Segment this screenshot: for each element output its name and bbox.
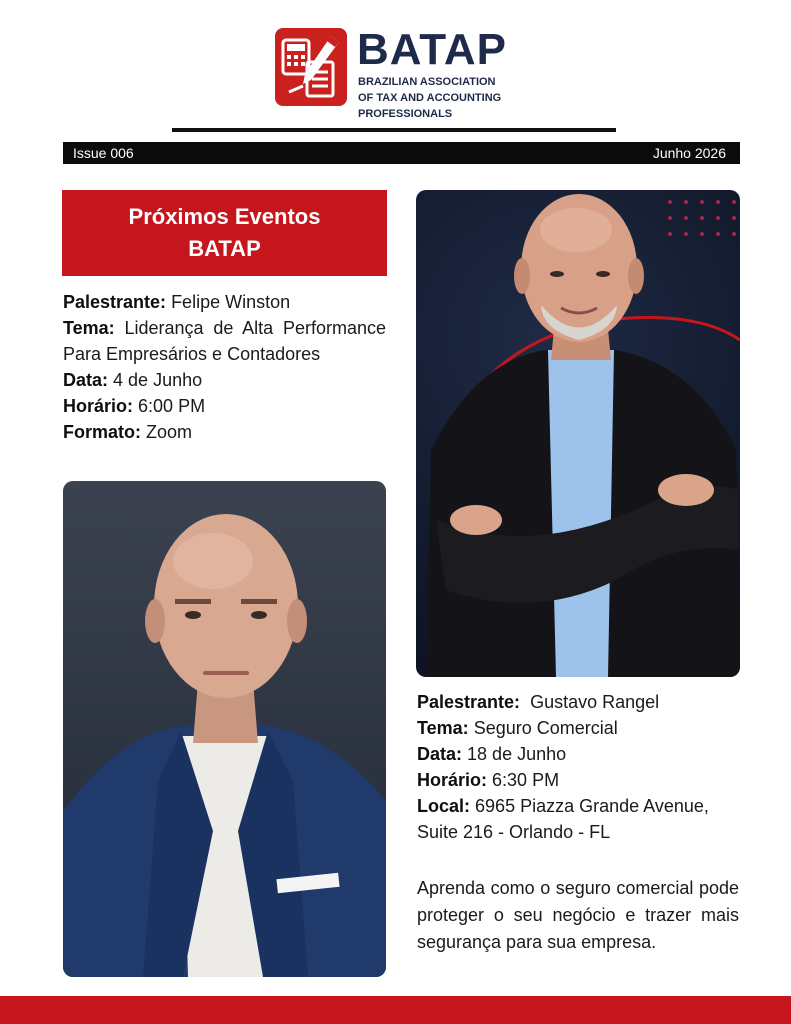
event2-details xyxy=(417,689,741,845)
event2-speaker-row xyxy=(417,689,741,715)
event2-date-row xyxy=(417,741,741,767)
header-divider xyxy=(172,128,616,132)
banner-title: Próximos Eventos xyxy=(128,204,321,229)
topic-label: Tema: xyxy=(63,318,115,338)
event2-location-row xyxy=(417,793,741,845)
date-label: Data: xyxy=(63,370,109,390)
date-value: 4 de Junho xyxy=(113,370,203,390)
event1-time-row xyxy=(63,393,386,419)
event2-description: Aprenda como o seguro comercial pode proteger o seu negócio e trazer mais segurança para sua empresa. xyxy=(417,878,739,952)
speaker-label: Palestrante: xyxy=(417,692,521,712)
event2-time-row xyxy=(417,767,741,793)
event1-date-row xyxy=(63,367,386,393)
calculator-document-pen-icon xyxy=(275,28,347,106)
topic-value: Liderança de Alta Performance Para Empresários e Contadores xyxy=(63,318,386,364)
speaker2-photo xyxy=(416,190,740,677)
time-value: 6:30 PM xyxy=(492,770,560,790)
brand-tagline-line: BRAZILIAN ASSOCIATION xyxy=(358,76,496,88)
batap-logo xyxy=(275,25,515,123)
brand-tagline-line: PROFESSIONALS xyxy=(358,108,453,120)
issue-number: Issue 006 xyxy=(73,145,134,161)
time-value: 6:00 PM xyxy=(138,396,206,416)
event1-topic-row xyxy=(63,315,386,367)
event2-topic-row xyxy=(417,715,741,741)
event1-details xyxy=(63,289,386,445)
event1-format-row xyxy=(63,419,386,445)
brand-tagline xyxy=(358,74,518,122)
location-value: 6965 Piazza Grande Avenue, Suite 216 - Orlando - FL xyxy=(417,796,709,842)
brand-name: BATAP xyxy=(357,25,508,74)
speaker-label: Palestrante: xyxy=(63,292,167,312)
event1-speaker-row xyxy=(63,289,386,315)
time-label: Horário: xyxy=(63,396,134,416)
speaker-name: Gustavo Rangel xyxy=(530,692,660,712)
date-value: 18 de Junho xyxy=(467,744,567,764)
location-label: Local: xyxy=(417,796,471,816)
speaker-name: Felipe Winston xyxy=(171,292,291,312)
format-value: Zoom xyxy=(146,422,193,442)
topic-value: Seguro Comercial xyxy=(473,718,618,738)
upcoming-events-banner xyxy=(62,190,387,276)
time-label: Horário: xyxy=(417,770,488,790)
topic-label: Tema: xyxy=(417,718,469,738)
footer-bar xyxy=(0,996,791,1024)
date-label: Data: xyxy=(417,744,463,764)
banner-subtitle: BATAP xyxy=(188,236,261,261)
issue-date: Junho 2026 xyxy=(652,145,726,161)
brand-tagline-line: OF TAX AND ACCOUNTING xyxy=(358,92,502,104)
speaker1-photo xyxy=(63,481,386,977)
issue-bar xyxy=(63,142,740,164)
format-label: Formato: xyxy=(63,422,141,442)
